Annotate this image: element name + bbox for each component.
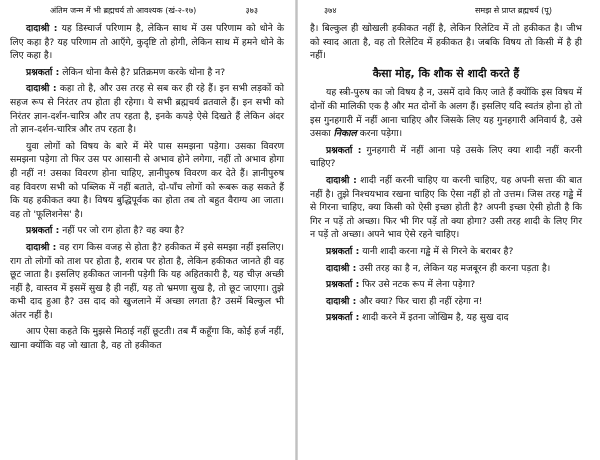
book-gutter	[295, 0, 298, 460]
left-page-number: ३७३	[245, 6, 258, 15]
paragraph	[310, 144, 582, 171]
paragraph-text: शादी करने में इतना जोखिम है, यह सुख दाद	[362, 312, 509, 324]
speaker-label: दादाश्री :	[26, 241, 57, 253]
paragraph	[310, 262, 582, 276]
speaker-label: दादाश्री :	[326, 295, 357, 307]
paragraph	[10, 82, 284, 136]
left-body	[10, 22, 284, 353]
speaker-label: दादाश्री :	[26, 83, 57, 95]
right-running-header	[310, 0, 582, 22]
paragraph-text: युवा लोगों को विषय के बारे में मेरे पास समझना पड़ेगा। उसका विवरण समझना पड़ेगा तो फिर उस पर आसानी से अभाव होने लगेगा, नहीं तो अभाव होगा ही नहीं न! उसका विवरण होना चाहिए, ज्ञानीपुरुष विवरण कर देते हैं। ज्ञानीपुरुष वह विवरण सभी को पब्लिक में नहीं बताते, दो-पाँच लोगों को रूबरू कह सकते हैं कि यह हकीकत क्या है। विषय बुद्धिपूर्वक का होता तब तो बहुत वैराग्य आ जाता। वह तो 'फूलिशनेस' है।	[10, 140, 284, 220]
paragraph-text: आप ऐसा कहते कि मुझसे मिठाई नहीं छूटती। तब मैं कहूँगा कि, कोई हर्ज नहीं, खाना क्योंकि वह जो खाता है, वह तो हकीकत	[10, 326, 284, 352]
paragraph	[10, 241, 284, 323]
left-page	[0, 0, 292, 460]
paragraph-text: शादी नहीं करनी चाहिए या करनी चाहिए, यह अपनी सत्ता की बात नहीं है। तुझे निश्चयभाव रखना चाहिए कि ऐसा नहीं हो तो उत्तम। जिस तरह गड्ढे में से गिरना चाहिए, क्या किसी को ऐसी इच्छा होती है? अपनी इच्छा ऐसी होती है कि गिर न पड़ें तो अच्छा। फिर भी गिर पड़ें तो क्या होगा? उसी तरह शादी के लिए गिर न पड़ें तो अच्छा। अपने भाव ऐसे रहने चाहिए।	[310, 174, 582, 241]
speaker-label: प्रश्नकर्ता :	[26, 66, 60, 78]
left-header-title: अंतिम जन्म में भी ब्रह्मचर्य तो आवश्यक (खं-२-१७)	[50, 6, 197, 15]
paragraph-text: लेकिन धोना कैसे है? प्रतिक्रमण करके धोना है न?	[62, 66, 226, 78]
paragraph	[10, 140, 284, 222]
speaker-label: प्रश्नकर्ता :	[326, 245, 360, 257]
paragraph-text: यह डिस्चार्ज परिणाम है, लेकिन साथ में उस परिणाम को धोने के लिए कहा है? यह परिणाम तो आएँगे, कुदृष्टि तो होगी, लेकिन साथ में हमने धोने के लिए कहा है।	[10, 23, 284, 62]
paragraph-text: यह स्त्री-पुरुष का जो विषय है न, उसमें दावे किए जाते हैं क्योंकि इस विषय में दोनों की मालिकी एक है और मत दोनों के अलग हैं। इसलिए यदि स्वतंत्र होना हो तो इस गुनहगारी में नहीं आना चाहिए और जिसके लिए यह गुनहगारी अनिवार्य है, उसे उसका	[310, 87, 582, 140]
paragraph	[10, 224, 284, 238]
right-body	[310, 22, 582, 325]
speaker-label: प्रश्नकर्ता :	[326, 279, 360, 291]
right-page	[300, 0, 592, 460]
paragraph-text: और क्या? फिर चारा ही नहीं रहेगा न!	[359, 295, 483, 307]
section-heading: कैसा मोह, कि शौक से शादी करते हैं	[372, 66, 520, 80]
paragraph-text: उसी तरह का है न, लेकिन यह मजबूरन ही करना पड़ता है।	[359, 262, 551, 274]
paragraph-text: कहा तो है, और उस तरह से सब कर ही रहे हैं। इन सभी लड़कों को सहज रूप से निरंतर तप होता ही रहेगा। ये सभी ब्रह्मचर्य व्रतवाले हैं। इन सभी को निरंतर ज्ञान-दर्शन-चारित्र और तप रहता है, इनके कपड़े ऐसे दिखते हैं लेकिन अंदर तो ज्ञान-दर्शन-चारित्र और तप रहता है।	[10, 83, 284, 136]
paragraph	[310, 278, 582, 292]
paragraph-text: गुनहगारी में नहीं आना पड़े उसके लिए क्या शादी नहीं करनी चाहिए?	[310, 144, 583, 170]
speaker-label: प्रश्नकर्ता :	[26, 225, 60, 237]
paragraph-text: फिर उसे नटक रूप में लेना पड़ेगा?	[362, 279, 476, 291]
paragraph-text: करना पड़ेगा।	[359, 128, 403, 140]
paragraph-text: वह राग किस वजह से होता है? हकीकत में इसे समझा नहीं इसलिए। राग तो लोगों को ताश पर होता है, शराब पर होता है, लेकिन हकीकत जानते ही वह छूट जाता है। इसलिए हकीकत जाननी पड़ेगी कि यह अहितकारी है, यह चीज़ अच्छी नहीं है, वास्तव में इसमें सुख है ही नहीं, यह तो भ्रमणा सुख है, तो छूट जाएगा। तुझे कभी दाद हुआ है? उस दाद को खुजलाने में अच्छा लगता है? उसमें बिल्कुल भी अंतर नहीं है।	[10, 241, 284, 321]
emphasis-text: निकाल	[333, 128, 357, 140]
paragraph-text: नहीं पर जो राग होता है? वह क्या है?	[62, 225, 185, 237]
speaker-label: प्रश्नकर्ता :	[326, 312, 360, 324]
paragraph	[10, 66, 284, 80]
paragraph-text: है। बिल्कुल ही खोखली हकीकत नहीं है, लेकिन रिलेटिव में तो हकीकत है। जीभ को स्वाद आता है, वह तो रिलेटिव में हकीकत है। जबकि विषय तो किसी में है ही नहीं।	[310, 23, 582, 62]
paragraph	[310, 86, 582, 140]
paragraph	[310, 311, 582, 325]
right-page-number: ३७४	[324, 6, 337, 15]
paragraph	[310, 22, 582, 63]
speaker-label: दादाश्री :	[26, 23, 58, 34]
paragraph	[310, 174, 582, 242]
paragraph	[10, 22, 284, 63]
paragraph-text: यानी शादी करना गड्ढे में से गिरने के बराबर है?	[362, 245, 514, 257]
speaker-label: दादाश्री :	[326, 174, 357, 186]
paragraph	[310, 295, 582, 309]
speaker-label: दादाश्री :	[326, 262, 357, 274]
paragraph	[10, 325, 284, 352]
right-header-title: समझ से प्राप्त ब्रह्मचर्य (पू)	[475, 6, 552, 15]
speaker-label: प्रश्नकर्ता :	[326, 144, 362, 156]
left-running-header	[10, 0, 284, 22]
paragraph	[310, 245, 582, 259]
